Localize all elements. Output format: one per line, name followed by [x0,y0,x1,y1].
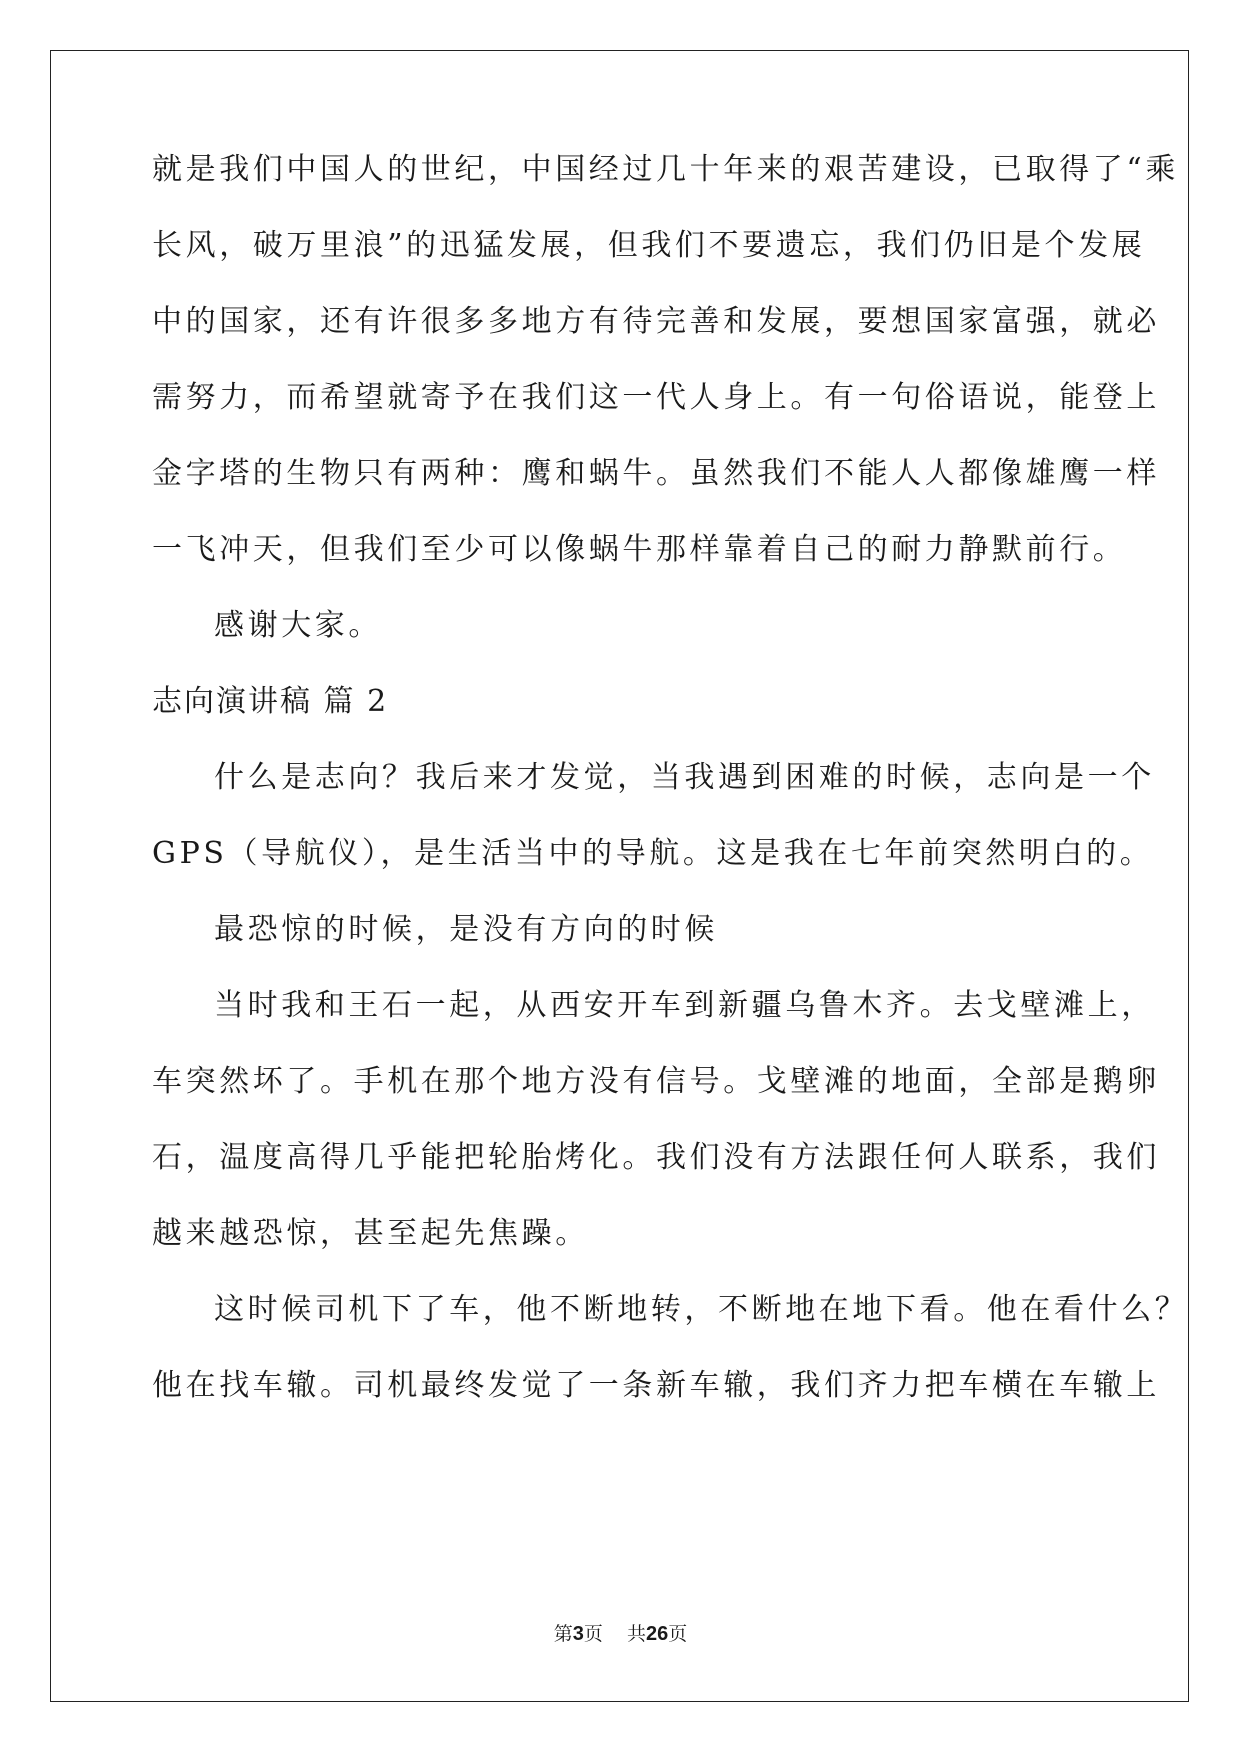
paragraph-line: 这时候司机下了车，他不断地转，不断地在地下看。他在看什么？ [214,1292,1189,1327]
paragraph-line: GPS（导航仪），是生活当中的导航。这是我在七年前突然明白的。 [152,836,1154,871]
total-prefix: 共 [627,1623,647,1645]
page-suffix: 页 [583,1623,603,1645]
paragraph-line: 金字塔的生物只有两种：鹰和蜗牛。虽然我们不能人人都像雄鹰一样 [152,456,1160,491]
paragraph-line: 越来越恐惊，甚至起先焦躁。 [152,1216,589,1251]
section-heading: 志向演讲稿 篇 2 [152,684,389,719]
paragraph-line: 车突然坏了。手机在那个地方没有信号。戈壁滩的地面，全部是鹅卵 [152,1064,1160,1099]
page-border [50,50,1189,1702]
total-page-count: 26 [646,1623,669,1645]
paragraph-line: 他在找车辙。司机最终发觉了一条新车辙，我们齐力把车横在车辙上 [152,1368,1160,1403]
paragraph-line: 就是我们中国人的世纪，中国经过几十年来的艰苦建设，已取得了“乘 [152,152,1179,187]
paragraph-line: 什么是志向？我后来才发觉，当我遇到困难的时候，志向是一个 [214,760,1155,795]
paragraph-line: 石，温度高得几乎能把轮胎烤化。我们没有方法跟任何人联系，我们 [152,1140,1160,1175]
subheading-line: 最恐惊的时候，是没有方向的时候 [214,912,718,947]
paragraph-line: 当时我和王石一起，从西安开车到新疆乌鲁木齐。去戈壁滩上， [214,988,1155,1023]
paragraph-line: 需努力，而希望就寄予在我们这一代人身上。有一句俗语说，能登上 [152,380,1160,415]
current-page-number: 3 [572,1623,584,1645]
total-suffix: 页 [668,1623,688,1645]
paragraph-line: 中的国家，还有许很多多地方有待完善和发展，要想国家富强，就必 [152,304,1160,339]
paragraph-line: 一飞冲天，但我们至少可以像蜗牛那样靠着自己的耐力静默前行。 [152,532,1127,567]
paragraph-line: 长风，破万里浪”的迅猛发展，但我们不要遗忘，我们仍旧是个发展 [152,228,1146,263]
page-prefix: 第 [553,1623,573,1645]
closing-line: 感谢大家。 [214,608,382,643]
page-number-footer [0,1622,1241,1646]
